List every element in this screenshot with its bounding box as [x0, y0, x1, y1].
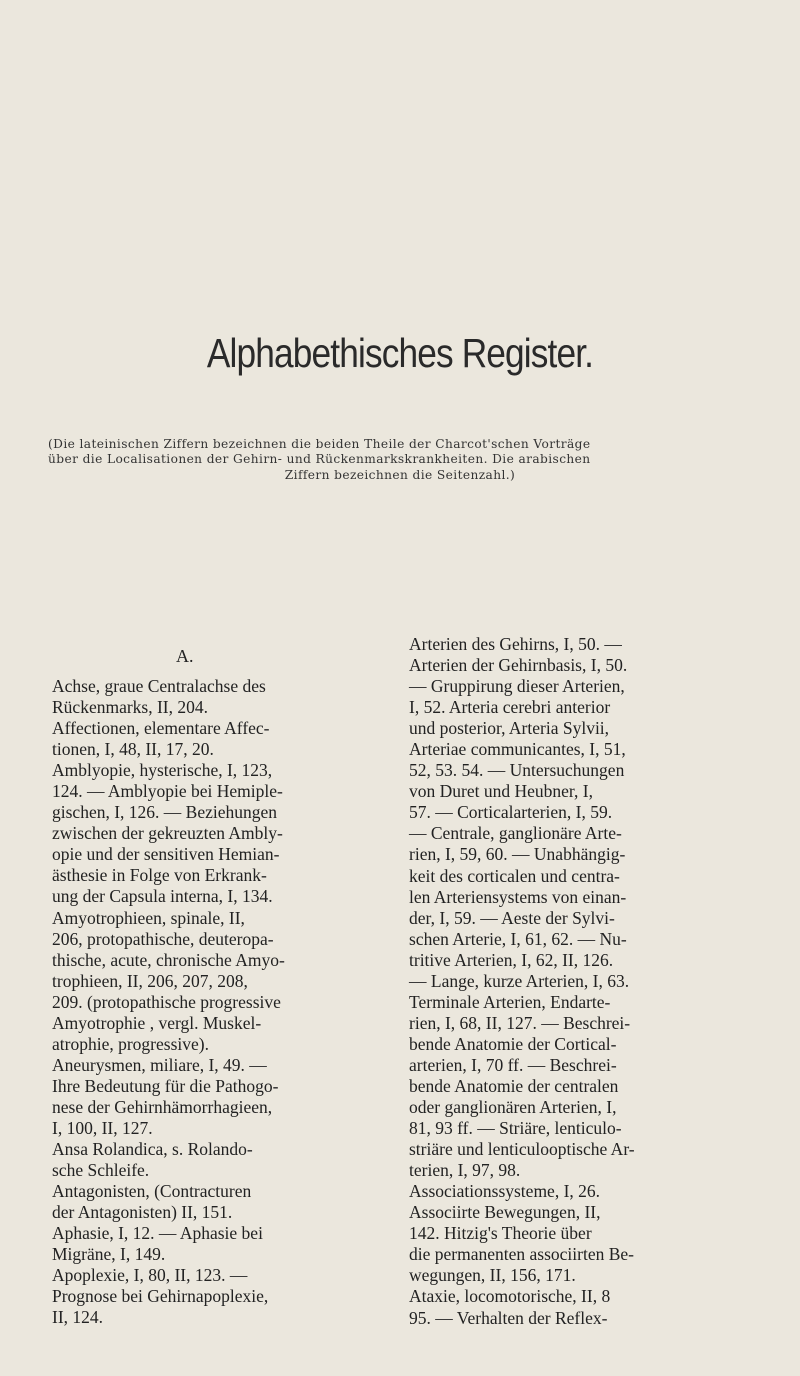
- index-line: Migräne, I, 149.: [52, 1244, 166, 1265]
- index-line: Arterien des Gehirns, I, 50. —: [409, 634, 622, 654]
- intro-line: (Die lateinischen Ziffern bezeichnen die beiden Theile der Charcot'schen Vorträge: [48, 437, 591, 451]
- index-line: 95. — Verhalten der Reflex-: [409, 1307, 608, 1328]
- index-line: trophieen, II, 206, 207, 208,: [52, 970, 248, 991]
- index-line: 81, 93 ff. — Striäre, lenticulo-: [409, 1118, 622, 1139]
- index-line: Amyotrophie , vergl. Muskel-: [52, 1012, 262, 1033]
- intro-line: Ziffern bezeichnen die Seitenzahl.): [284, 467, 516, 482]
- index-line: atrophie, progressive).: [52, 1033, 209, 1054]
- index-line: wegungen, II, 156, 171.: [409, 1265, 576, 1286]
- index-line: bende Anatomie der Cortical-: [409, 1033, 617, 1054]
- index-line: Amblyopie, hysterische, I, 123,: [52, 760, 273, 781]
- index-line: nese der Gehirnhämorrhagieen,: [52, 1096, 273, 1117]
- index-line: terien, I, 97, 98.: [409, 1160, 521, 1181]
- index-line: sche Schleife.: [52, 1160, 150, 1181]
- index-line: Ihre Bedeutung für die Pathogo-: [52, 1075, 279, 1096]
- index-line: zwischen der gekreuzten Ambly-: [52, 823, 283, 844]
- index-line: Antagonisten, (Contracturen: [52, 1181, 252, 1202]
- index-line: Associirte Bewegungen, II,: [409, 1202, 601, 1223]
- index-line: opie und der sensitiven Hemian-: [52, 844, 280, 865]
- page-title: Alphabethisches Register.: [206, 330, 594, 376]
- index-line: 206, protopathische, deuteropa-: [52, 928, 274, 949]
- index-line: von Duret und Heubner, I,: [409, 781, 593, 802]
- index-line: ung der Capsula interna, I, 134.: [52, 886, 273, 907]
- right-column: [409, 634, 749, 1329]
- index-line: — Gruppirung dieser Arterien,: [409, 676, 625, 697]
- index-line: Achse, graue Centralachse des: [52, 676, 266, 696]
- index-line: rien, I, 59, 60. — Unabhängig-: [409, 844, 626, 865]
- index-line: Affectionen, elementare Affec-: [52, 718, 270, 739]
- index-line: der, I, 59. — Aeste der Sylvi-: [409, 907, 615, 928]
- intro-line: über die Localisationen der Gehirn- und Rückenmarkskrankheiten. Die arabischen: [48, 452, 591, 467]
- index-line: Ataxie, locomotorische, II, 8: [409, 1286, 611, 1307]
- index-line: Amyotrophieen, spinale, II,: [52, 907, 245, 928]
- index-line: — Centrale, ganglionäre Arte-: [409, 823, 622, 844]
- index-line: keit des corticalen und centra-: [409, 865, 620, 886]
- index-line: und posterior, Arteria Sylvii,: [409, 718, 610, 739]
- index-line: Aneurysmen, miliare, I, 49. —: [52, 1054, 267, 1075]
- index-line: ästhesie in Folge von Erkrank-: [52, 865, 267, 886]
- index-line: 142. Hitzig's Theorie über: [409, 1223, 592, 1244]
- left-column: [52, 676, 392, 1328]
- index-line: I, 100, II, 127.: [52, 1117, 153, 1138]
- index-line: thische, acute, chronische Amyo-: [52, 949, 285, 970]
- index-line: arterien, I, 70 ff. — Beschrei-: [409, 1054, 617, 1075]
- index-line: 209. (protopathische progressive: [52, 991, 281, 1012]
- index-line: 52, 53. 54. — Untersuchungen: [409, 760, 625, 781]
- index-line: — Lange, kurze Arterien, I, 63.: [409, 970, 630, 991]
- index-line: Associationssysteme, I, 26.: [409, 1181, 601, 1202]
- index-line: Ansa Rolandica, s. Rolando-: [52, 1139, 253, 1160]
- index-line: II, 124.: [52, 1307, 104, 1328]
- index-line: schen Arterie, I, 61, 62. — Nu-: [409, 928, 627, 949]
- index-line: Arterien der Gehirnbasis, I, 50.: [409, 655, 628, 676]
- index-line: Apoplexie, I, 80, II, 123. —: [52, 1265, 248, 1286]
- index-line: Terminale Arterien, Endarte-: [409, 991, 611, 1012]
- index-line: bende Anatomie der centralen: [409, 1075, 619, 1096]
- index-line: oder ganglionären Arterien, I,: [409, 1097, 617, 1118]
- index-line: tionen, I, 48, II, 17, 20.: [52, 739, 214, 760]
- index-line: gischen, I, 126. — Beziehungen: [52, 802, 278, 823]
- index-line: Arteriae communicantes, I, 51,: [409, 739, 626, 760]
- intro-note: [48, 437, 752, 483]
- index-line: tritive Arterien, I, 62, II, 126.: [409, 949, 614, 970]
- index-line: I, 52. Arteria cerebri anterior: [409, 697, 611, 718]
- index-line: die permanenten associirten Be-: [409, 1244, 634, 1265]
- index-line: Prognose bei Gehirnapoplexie,: [52, 1286, 269, 1307]
- index-line: Rückenmarks, II, 204.: [52, 697, 209, 718]
- index-line: 57. — Corticalarterien, I, 59.: [409, 802, 613, 823]
- index-line: rien, I, 68, II, 127. — Beschrei-: [409, 1012, 631, 1033]
- index-line: der Antagonisten) II, 151.: [52, 1202, 233, 1223]
- index-line: 124. — Amblyopie bei Hemiple-: [52, 781, 283, 802]
- section-letter: A.: [176, 646, 194, 666]
- index-line: Aphasie, I, 12. — Aphasie bei: [52, 1223, 263, 1244]
- index-line: len Arteriensystems von einan-: [409, 886, 627, 907]
- index-line: striäre und lenticulooptische Ar-: [409, 1139, 635, 1160]
